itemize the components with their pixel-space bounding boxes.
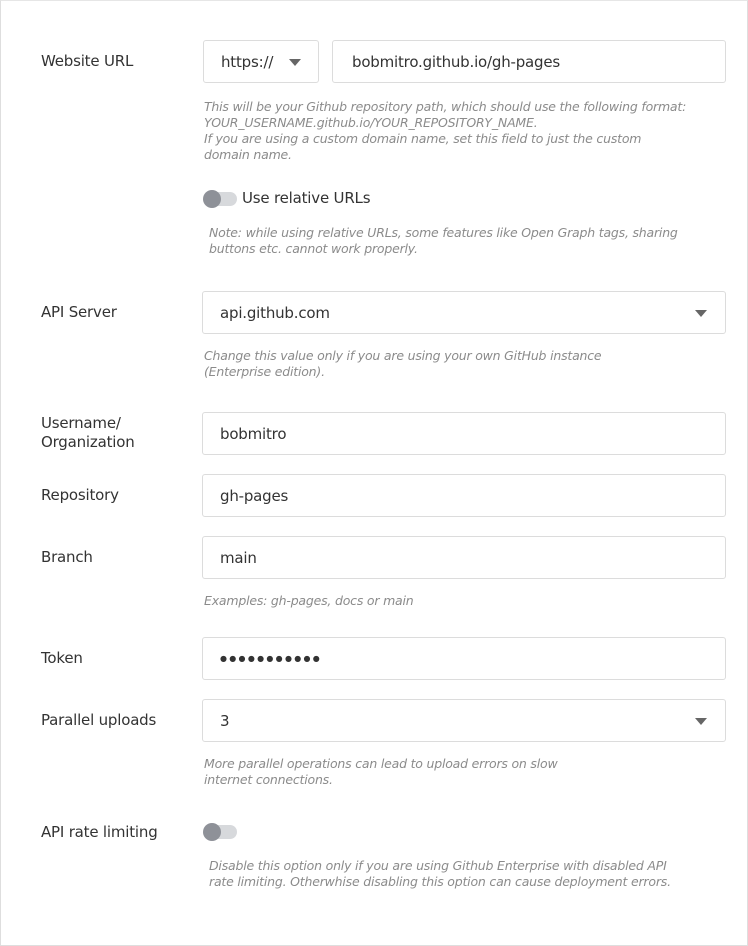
api-server-select[interactable] — [202, 291, 726, 334]
website-url-value: bobmitro.github.io/gh-pages — [352, 52, 560, 71]
hint-line: (Enterprise edition). — [204, 364, 325, 379]
protocol-select[interactable] — [203, 40, 319, 83]
relative-urls-toggle[interactable] — [203, 190, 237, 207]
hint-line: If you are using a custom domain name, set this field to just the custom — [204, 131, 642, 146]
parallel-uploads-label: Parallel uploads — [41, 711, 157, 729]
token-label: Token — [41, 649, 83, 667]
token-value: ●●●●●●●●●●● — [220, 654, 323, 663]
relative-urls-label: Use relative URLs — [242, 189, 371, 207]
branch-hint: Examples: gh-pages, docs or main — [204, 593, 414, 608]
token-input[interactable] — [202, 637, 726, 680]
branch-input[interactable] — [202, 536, 726, 579]
website-url-hint — [204, 99, 686, 163]
chevron-down-icon — [695, 310, 707, 317]
parallel-uploads-value: 3 — [220, 711, 230, 730]
hint-line: Note: while using relative URLs, some features like Open Graph tags, sharing — [209, 225, 678, 240]
toggle-knob — [203, 823, 221, 841]
hint-line: YOUR_USERNAME.github.io/YOUR_REPOSITORY_NAME. — [204, 115, 538, 130]
parallel-uploads-hint — [204, 756, 557, 788]
hint-line: Change this value only if you are using your own GitHub instance — [204, 348, 602, 363]
hint-line: Disable this option only if you are using Github Enterprise with disabled API — [209, 858, 667, 873]
toggle-knob — [203, 190, 221, 208]
api-server-hint — [204, 348, 601, 380]
repository-value: gh-pages — [220, 486, 289, 505]
label-line: Username/ — [41, 414, 121, 432]
api-rate-limiting-hint — [209, 858, 671, 890]
label-line: Organization — [41, 433, 135, 451]
username-input[interactable] — [202, 412, 726, 455]
username-label — [41, 414, 135, 452]
website-url-label: Website URL — [41, 52, 134, 70]
hint-line: This will be your Github repository path, which should use the following format: — [204, 99, 687, 114]
repository-input[interactable] — [202, 474, 726, 517]
hint-line: buttons etc. cannot work properly. — [209, 241, 418, 256]
relative-urls-note — [209, 225, 678, 257]
hint-line: internet connections. — [204, 772, 333, 787]
api-server-value: api.github.com — [220, 303, 330, 322]
protocol-value: https:// — [221, 52, 274, 71]
branch-label: Branch — [41, 548, 93, 566]
hint-line: More parallel operations can lead to upload errors on slow — [204, 756, 558, 771]
branch-value: main — [220, 548, 257, 567]
username-value: bobmitro — [220, 424, 287, 443]
api-server-label: API Server — [41, 303, 117, 321]
chevron-down-icon — [289, 59, 301, 66]
website-url-input[interactable] — [332, 40, 726, 83]
api-rate-limiting-toggle[interactable] — [203, 823, 237, 840]
hint-line: rate limiting. Otherwhise disabling this option can cause deployment errors. — [209, 874, 671, 889]
repository-label: Repository — [41, 486, 119, 504]
api-rate-limiting-label: API rate limiting — [41, 823, 158, 841]
chevron-down-icon — [695, 718, 707, 725]
parallel-uploads-select[interactable] — [202, 699, 726, 742]
hint-line: domain name. — [204, 147, 292, 162]
